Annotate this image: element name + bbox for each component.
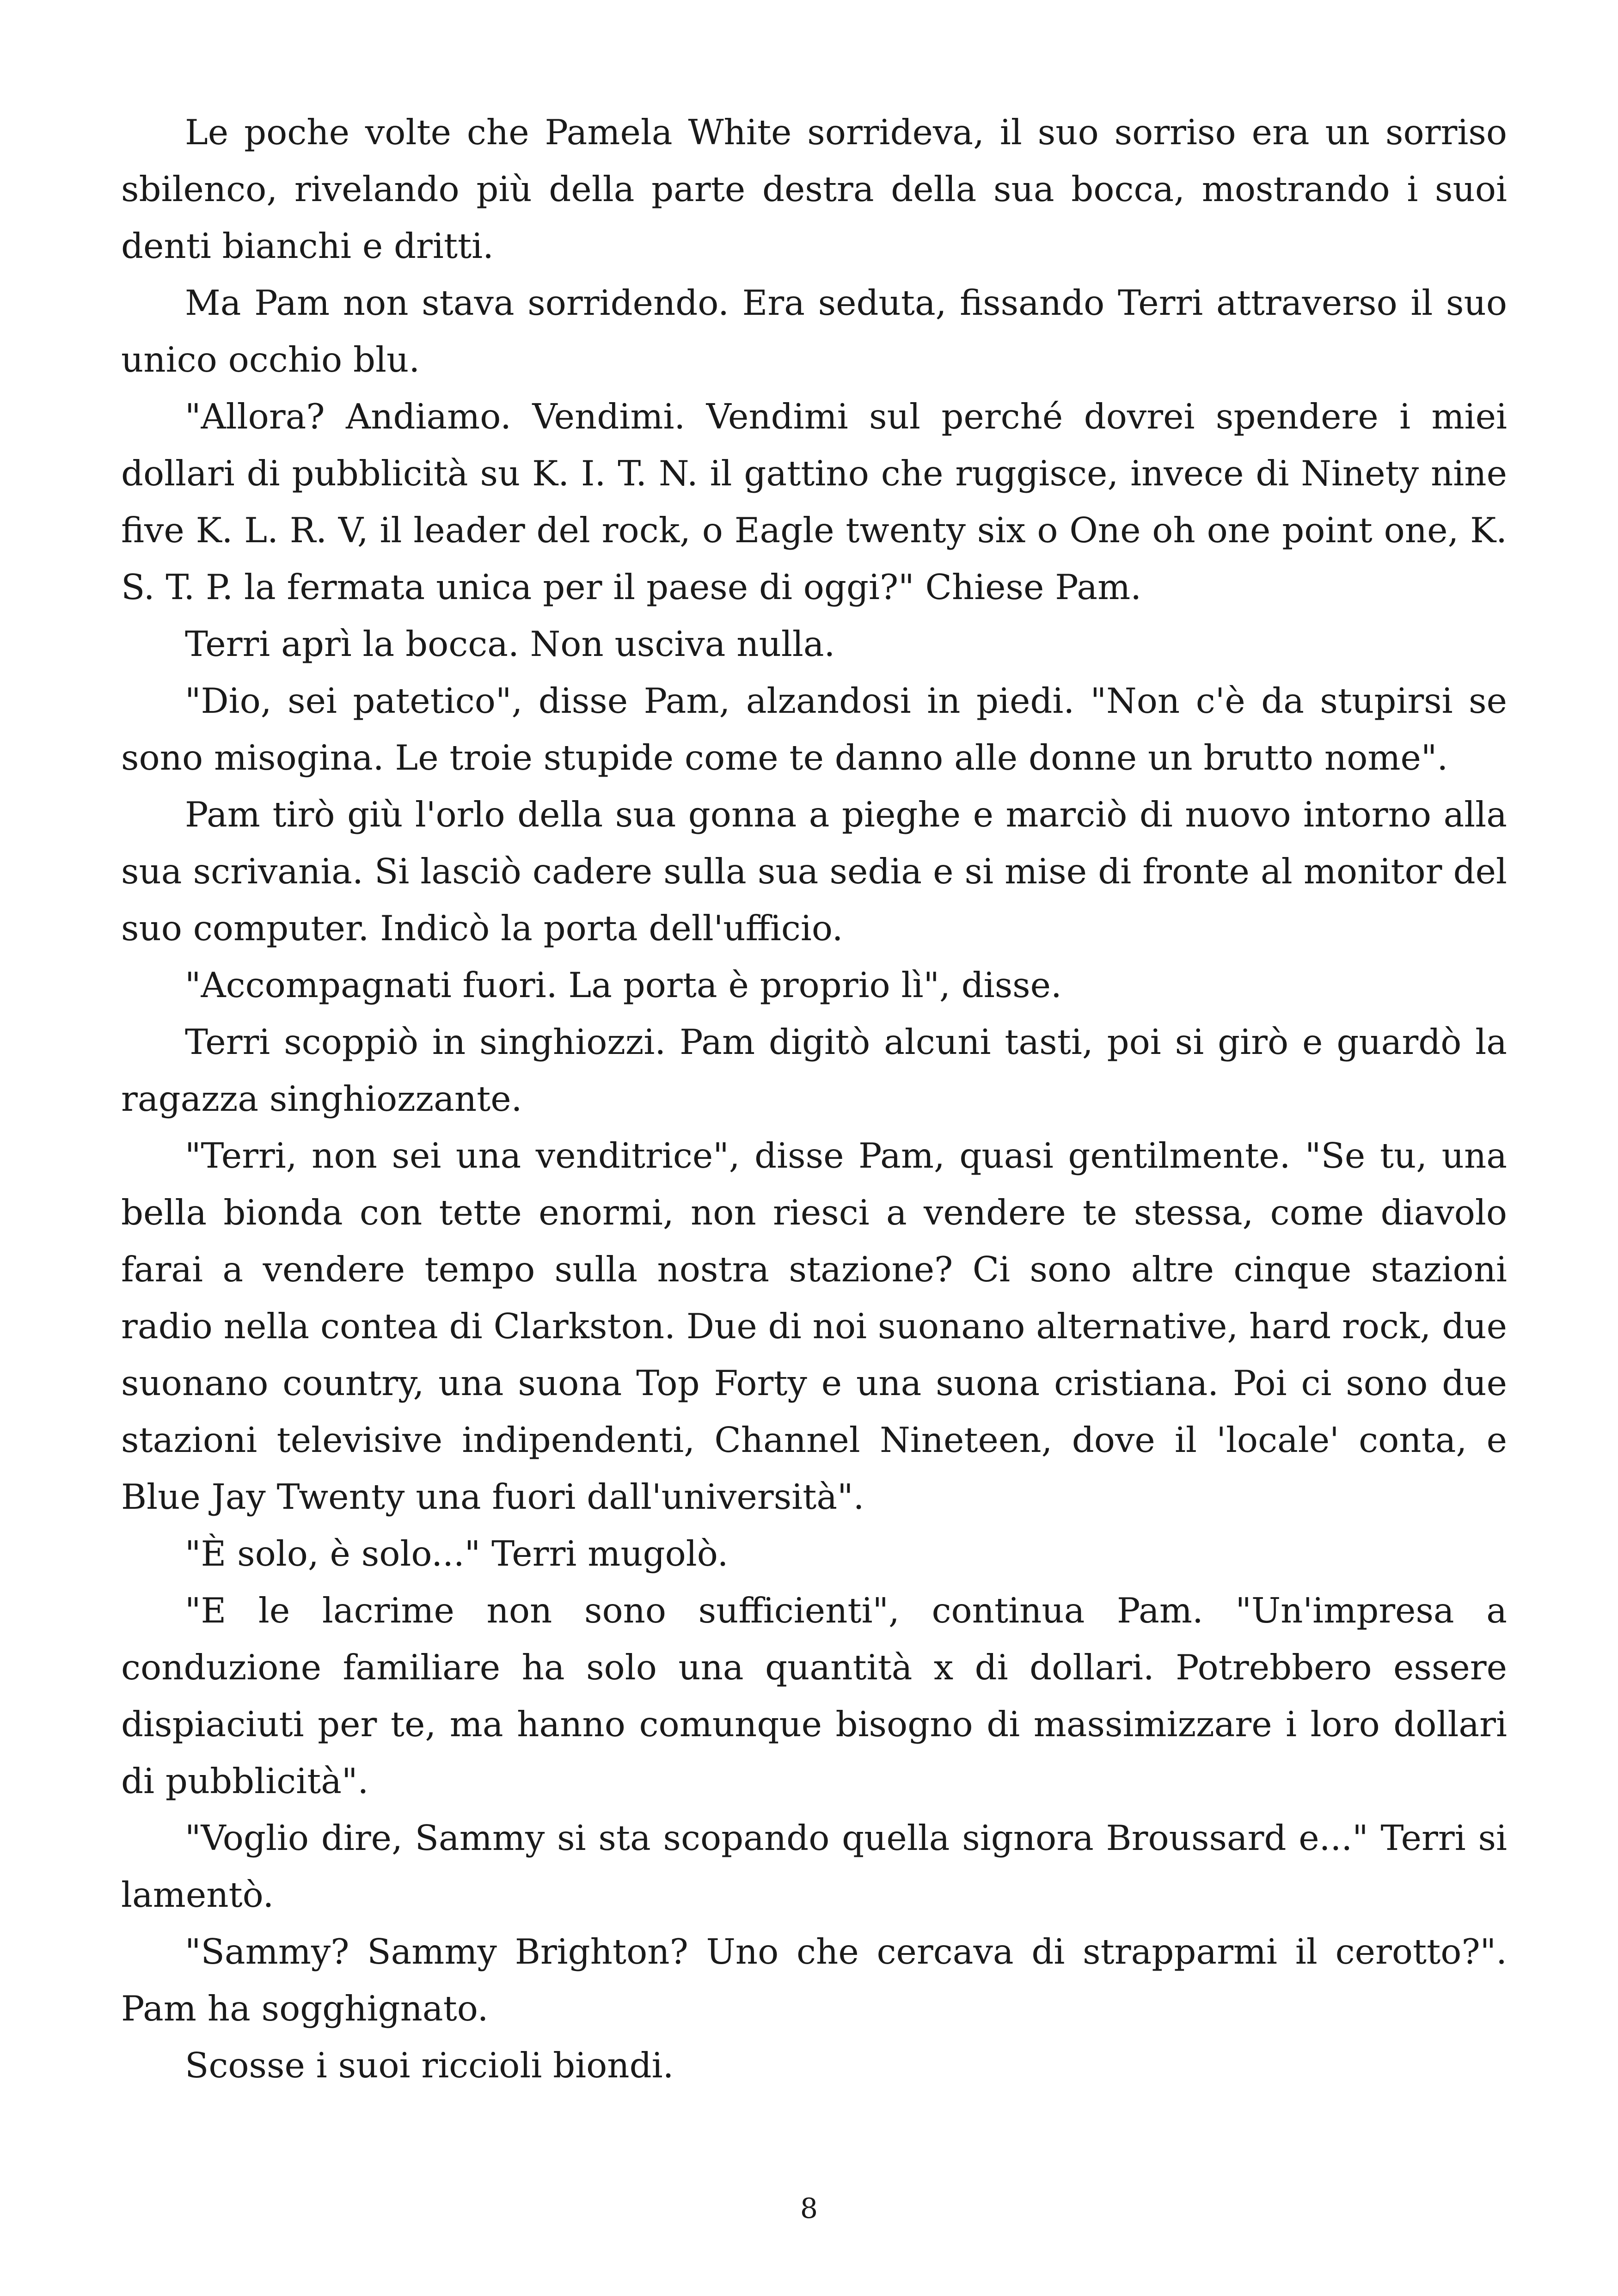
paragraph: Ma Pam non stava sorridendo. Era seduta, fissando Terri attraverso il suo unico occhio blu. [121,282,1507,380]
paragraph: Terri scoppiò in singhiozzi. Pam digitò alcuni tasti, poi si girò e guardò la ragazza singhiozzante. [121,1022,1507,1119]
paragraph: "Voglio dire, Sammy si sta scopando quella signora Broussard e..." Terri si lamentò. [121,1818,1507,1915]
paragraph: Pam tirò giù l'orlo della sua gonna a pieghe e marciò di nuovo intorno alla sua scrivania. Si lasciò cadere sulla sua sedia e si mise di fronte al monitor del suo computer. Indicò la porta dell'ufficio. [121,794,1507,949]
paragraph: "Allora? Andiamo. Vendimi. Vendimi sul perché dovrei spendere i miei dollari di pubblicità su K. I. T. N. il gattino che ruggisce, invece di Ninety nine five K. L. R. V, il leader del rock, o Eagle twenty six o One oh one point one, K. S. T. P. la fermata unica per il paese di oggi?" Chiese Pam. [121,396,1507,607]
paragraph: "È solo, è solo..." Terri mugolò. [185,1533,729,1574]
paragraph: "E le lacrime non sono sufficienti", continua Pam. "Un'impresa a conduzione familiare ha solo una quantità x di dollari. Potrebbero essere dispiaciuti per te, ma hanno comunque bisogno di massimizzare i loro dollari di pubblicità". [121,1590,1507,1801]
paragraph: "Accompagnati fuori. La porta è proprio lì", disse. [185,965,1062,1005]
paragraph: Terri aprì la bocca. Non usciva nulla. [185,624,835,664]
paragraph: Le poche volte che Pamela White sorrideva, il suo sorriso era un sorriso sbilenco, rivelando più della parte destra della sua bocca, mostrando i suoi denti bianchi e dritti. [121,112,1507,266]
paragraph: "Terri, non sei una venditrice", disse Pam, quasi gentilmente. "Se tu, una bella bionda con tette enormi, non riesci a vendere te stessa, come diavolo farai a vendere tempo sulla nostra stazione? Ci sono altre cinque stazioni radio nella contea di Clarkston. Due di noi suonano alternative, hard rock, due suonano country, una suona Top Forty e una suona cristiana. Poi ci sono due stazioni televisive indipendenti, Channel Nineteen, dove il 'locale' conta, e Blue Jay Twenty una fuori dall'università". [121,1135,1507,1517]
paragraph: "Dio, sei patetico", disse Pam, alzandosi in piedi. "Non c'è da stupirsi se sono misogina. Le troie stupide come te danno alle donne un brutto nome". [121,680,1507,778]
paragraph: "Sammy? Sammy Brighton? Uno che cercava di strapparmi il cerotto?". Pam ha sogghignato. [121,1931,1507,2029]
body-text [121,104,1507,2094]
page-number: 8 [800,2192,818,2225]
paragraph: Scosse i suoi riccioli biondi. [185,2045,674,2086]
